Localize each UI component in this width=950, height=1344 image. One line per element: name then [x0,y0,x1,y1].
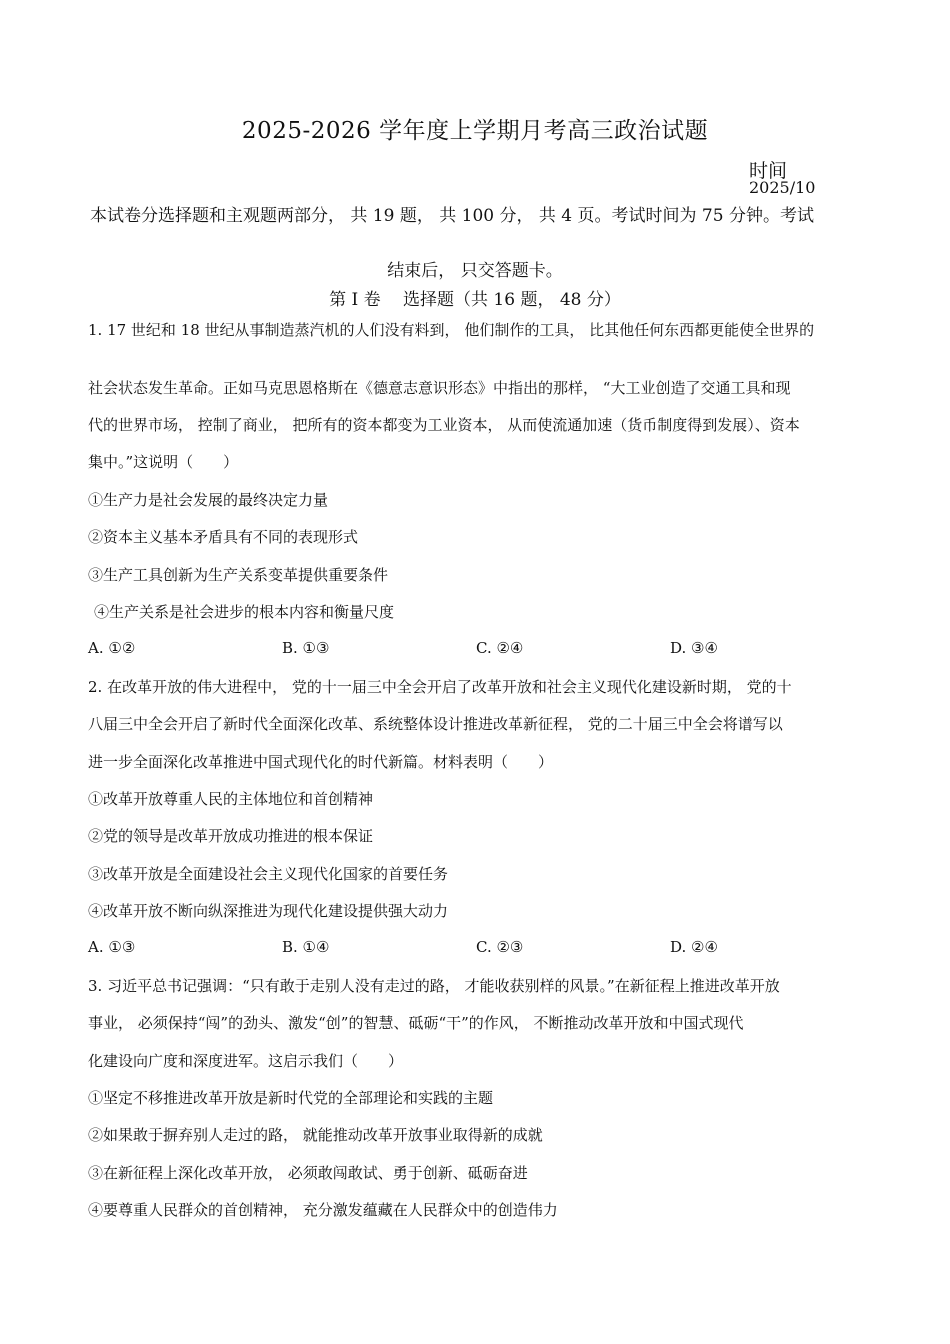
time-value: 2025/10 [749,178,816,197]
question-1-choice-c[interactable]: C. ②④ [476,639,524,657]
question-2-stem-line-1: 2. 在改革开放的伟大进程中， 党的十一届三中全会开启了改革开放和社会主义现代化建设新时期， 党的十 [88,678,792,696]
time-label: 时间 [749,160,788,182]
exam-intro: 本试卷分选择题和主观题两部分， 共 19 题， 共 100 分， 共 4 页。考试时间为 75 分钟。考试 [90,206,814,226]
question-1-item-4: ④生产关系是社会进步的根本内容和衡量尺度 [94,603,395,621]
question-1-stem-line-4: 集中。”这说明（ ） [88,453,239,471]
question-2-choice-d[interactable]: D. ②④ [670,938,718,956]
question-1-stem-line-1: 1. 17 世纪和 18 世纪从事制造蒸汽机的人们没有料到， 他们制作的工具， 比其他任何东西都更能使全世界的 [88,321,815,339]
question-2-item-1: ①改革开放尊重人民的主体地位和首创精神 [88,790,374,808]
page-title: 2025-2026 学年度上学期月考高三政治试题 [241,118,709,144]
section-heading: 第 I 卷 选择题（共 16 题， 48 分） [329,290,621,310]
question-1-choice-b[interactable]: B. ①③ [282,639,330,657]
question-2-choice-a[interactable]: A. ①③ [88,938,136,956]
question-2-item-2: ②党的领导是改革开放成功推进的根本保证 [88,827,374,845]
question-3-item-3: ③在新征程上深化改革开放， 必须敢闯敢试、勇于创新、砥砺奋进 [88,1164,528,1182]
question-1-stem-line-3: 代的世界市场， 控制了商业， 把所有的资本都变为工业资本， 从而使流通加速（货币制度得到发展）、资本 [88,416,800,434]
question-1-item-3: ③生产工具创新为生产关系变革提供重要条件 [88,566,389,584]
question-3-stem-line-3: 化建设向广度和深度进军。这启示我们（ ） [88,1052,404,1070]
question-3-stem-line-2: 事业， 必须保持“闯”的劲头、激发“创”的智慧、砥砺“干”的作风， 不断推动改革开放和中国式现代 [88,1014,744,1032]
question-2-choice-c[interactable]: C. ②③ [476,938,524,956]
question-1-item-2: ②资本主义基本矛盾具有不同的表现形式 [88,528,359,546]
question-3-item-1: ①坚定不移推进改革开放是新时代党的全部理论和实践的主题 [88,1089,494,1107]
question-1-choice-a[interactable]: A. ①② [88,639,136,657]
question-2-stem-line-2: 八届三中全会开启了新时代全面深化改革、系统整体设计推进改革新征程， 党的二十届三中全会将谱写以 [88,715,783,733]
question-2-stem-line-3: 进一步全面深化改革推进中国式现代化的时代新篇。材料表明（ ） [88,753,554,771]
question-1-choice-d[interactable]: D. ③④ [670,639,718,657]
question-2-item-3: ③改革开放是全面建设社会主义现代化国家的首要任务 [88,865,449,883]
question-1-item-1: ①生产力是社会发展的最终决定力量 [88,491,329,509]
question-1-stem-line-2: 社会状态发生革命。正如马克思恩格斯在《德意志意识形态》中指出的那样， “大工业创造了交通工具和现 [88,379,791,397]
question-2-item-4: ④改革开放不断向纵深推进为现代化建设提供强大动力 [88,902,449,920]
question-3-item-2: ②如果敢于摒弃别人走过的路， 就能推动改革开放事业取得新的成就 [88,1126,543,1144]
question-3-stem-line-1: 3. 习近平总书记强调：“只有敢于走别人没有走过的路， 才能收获别样的风景。”在新征程上推进改革开放 [88,977,780,995]
question-2-choice-b[interactable]: B. ①④ [282,938,330,956]
question-3-item-4: ④要尊重人民群众的首创精神， 充分激发蕴藏在人民群众中的创造伟力 [88,1201,558,1219]
exam-intro-continued: 结束后， 只交答题卡。 [387,261,563,281]
